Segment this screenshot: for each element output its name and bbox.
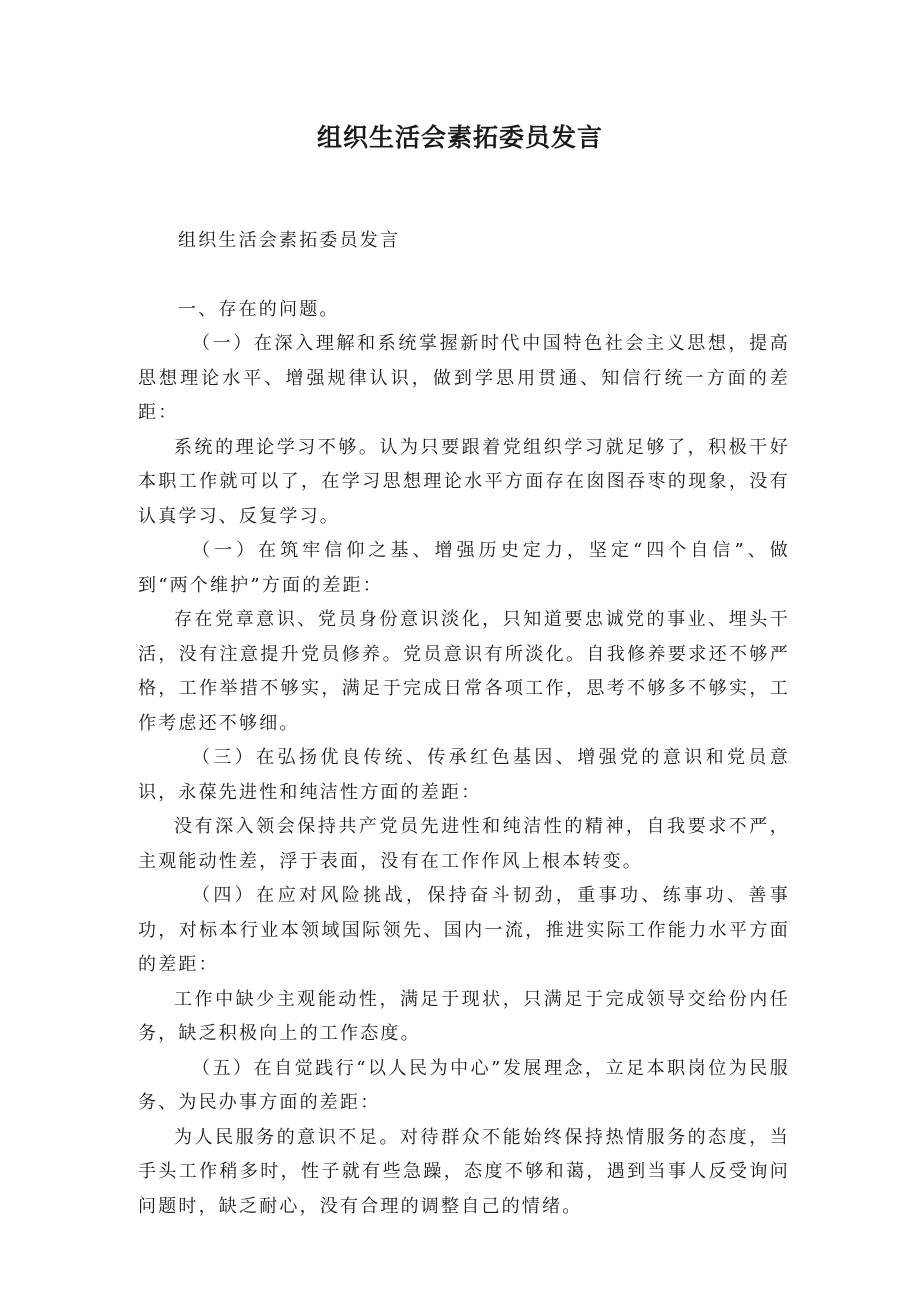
item-question-1: （一）在深入理解和系统掌握新时代中国特色社会主义思想，提高思想理论水平、增强规律认识，做到学思用贯通、知信行统一方面的差距： (138, 333, 790, 423)
item-answer-3: 没有深入领会保持共产党员先进性和纯洁性的精神，自我要求不严，主观能动性差，浮于表面，没有在工作作风上根本转变。 (138, 816, 790, 872)
document-title: 组织生活会素拓委员发言 (316, 123, 603, 152)
item-question-5: （五）在自觉践行“以人民为中心”发展理念，立足本职岗位为民服务、为民办事方面的差距： (138, 1057, 790, 1113)
document-body (138, 224, 790, 1224)
section-heading: 一、存在的问题。 (178, 298, 340, 320)
item-question-3: （三）在弘扬优良传统、传承红色基因、增强党的意识和党员意识，永葆先进性和纯洁性方面的差距： (138, 747, 790, 803)
item-answer-1: 系统的理论学习不够。认为只要跟着党组织学习就足够了，积极干好本职工作就可以了，在学习思想理论水平方面存在囱图吞枣的现象，没有认真学习、反复学习。 (138, 436, 790, 527)
item-answer-5: 为人民服务的意识不足。对待群众不能始终保持热情服务的态度，当手头工作稍多时，性子就有些急躁，态度不够和蔼，遇到当事人反受询问问题时，缺乏耐心，没有合理的调整自己的情绪。 (138, 1126, 790, 1217)
item-question-2: （一）在筑牢信仰之基、增强历史定力，坚定“四个自信”、做到“两个维护”方面的差距： (138, 540, 790, 596)
item-answer-4: 工作中缺少主观能动性，满足于现状，只满足于完成领导交给份内任务，缺乏积极向上的工作态度。 (138, 988, 790, 1044)
document-subtitle: 组织生活会素拓委员发言 (178, 230, 401, 251)
item-answer-2: 存在党章意识、党员身份意识淡化，只知道要忠诚党的事业、埋头干活，没有注意提升党员修养。党员意识有所淡化。自我修养要求还不够严格，工作举措不够实，满足于完成日常各项工作，思考不够多不够实，工作考虑还不够细。 (138, 609, 790, 734)
item-question-4: （四）在应对风险挑战，保持奋斗韧劲，重事功、练事功、善事功，对标本行业本领域国际领先、国内一流，推进实际工作能力水平方面的差距： (138, 885, 790, 975)
